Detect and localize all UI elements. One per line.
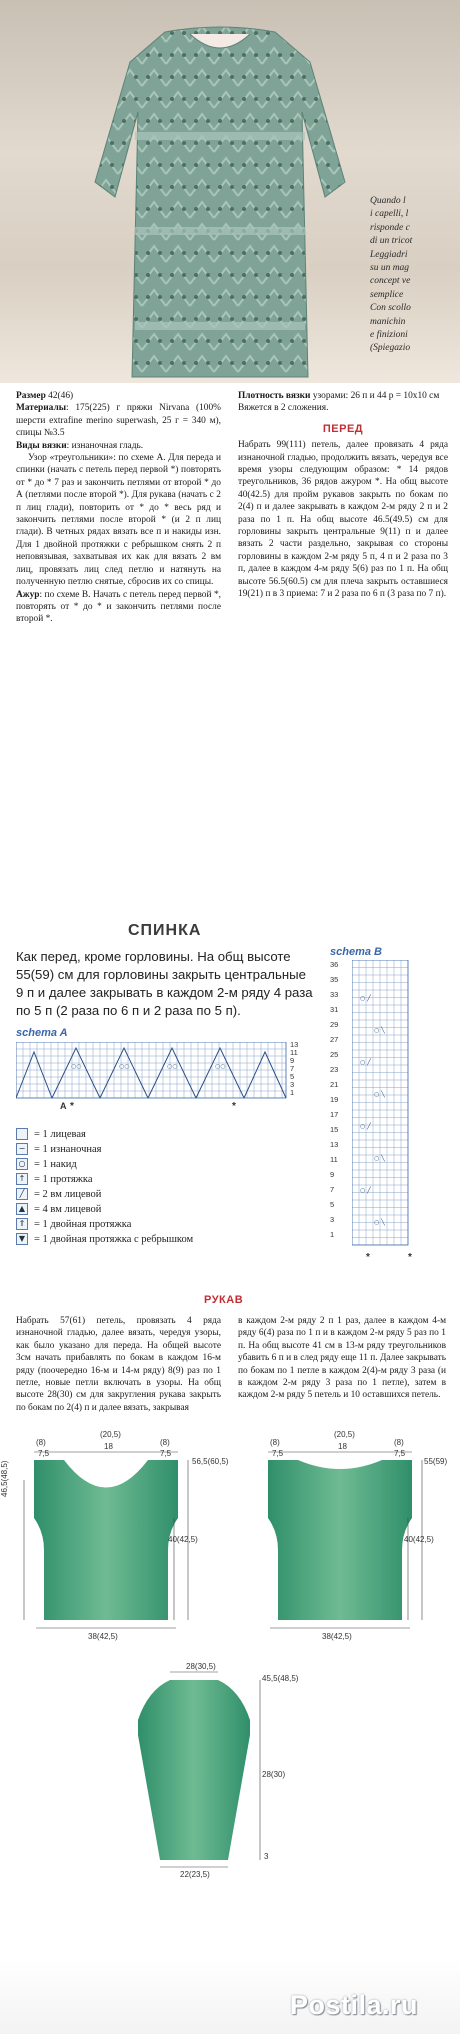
- sleeve-text-right: в каждом 2-м ряду 2 п 1 раз, далее в каждом 4-м ряду 6(4) раза по 1 п и в каждом 2-м ряду 5 раз по 1 п. На общ высоте 41 см в 13-м ряду треугольников убавить 6 п и в след ряду еще 11 п. Далее закрывать по бокам по 1 петле в каждом 2(4)-м ряду 3 раза (и в каждом 2-м ряду 3 раза по 1 петле), затем в каждом 2-м ряду 5 петель и 10 оставшихся петель.: [238, 1316, 446, 1401]
- legend-item: [16, 1203, 101, 1215]
- back-title: СПИНКА: [128, 922, 202, 939]
- row-number: 36: [330, 960, 339, 969]
- watermark-logo: Postila.ru: [290, 1990, 419, 2020]
- legend-item: [16, 1173, 93, 1185]
- caption-line: Quando l: [370, 196, 406, 206]
- back-top-dim: (20,5): [334, 1430, 355, 1439]
- svg-text:○ ╱: ○ ╱: [360, 1123, 371, 1130]
- legend-item: [16, 1218, 131, 1230]
- svg-text:○○: ○○: [119, 1063, 130, 1070]
- schema-b-marker: *: [408, 1252, 412, 1263]
- back-top-sub: 7,5: [272, 1449, 284, 1458]
- back-top-sub: 7,5: [394, 1449, 406, 1458]
- row-number: 31: [330, 1005, 339, 1014]
- caption-line: semplice: [370, 289, 404, 300]
- legend-item: [16, 1128, 86, 1140]
- blank-square-icon: [16, 1128, 28, 1140]
- row-number: 19: [330, 1095, 339, 1104]
- schema-a-marker: *: [70, 1101, 74, 1112]
- size-line: [16, 390, 221, 402]
- density-label: Плотность вязки: [238, 391, 311, 401]
- row-number: 25: [330, 1050, 339, 1059]
- svg-text:○ ╱: ○ ╱: [360, 1187, 371, 1194]
- kinds-value: : изнаночная гладь.: [66, 440, 144, 451]
- sleeve-pattern-diagram: [100, 1660, 290, 1870]
- svg-text:○ ╲: ○ ╲: [374, 1027, 385, 1034]
- materials-column: [16, 390, 221, 626]
- schema-b-row-numbers: [330, 960, 350, 1245]
- row-number: 11: [290, 1048, 298, 1057]
- front-right-dim: 56,5(60,5): [192, 1457, 229, 1466]
- minus-square-icon: −: [16, 1143, 28, 1155]
- front-top-dim: (8): [160, 1438, 170, 1447]
- legend-text: = 1 накид: [34, 1158, 77, 1170]
- row-number: 3: [290, 1080, 295, 1089]
- up-arrow-square-icon: ↑: [16, 1173, 28, 1185]
- caption-line: concept ve: [370, 276, 411, 287]
- sweater-illustration: [70, 22, 370, 382]
- caption-line: (Spiegazio: [370, 343, 411, 354]
- svg-text:○ ╲: ○ ╲: [374, 1155, 385, 1162]
- legend-text: = 1 двойная протяжка с ребрышком: [34, 1233, 194, 1245]
- row-number: 21: [330, 1080, 339, 1089]
- schema-a-label: schema A: [16, 1027, 68, 1039]
- legend-text: = 1 изнаночная: [34, 1143, 102, 1155]
- back-top-dim: (8): [394, 1438, 404, 1447]
- row-number: 33: [330, 990, 339, 999]
- triangle-square-icon: ▲: [16, 1203, 28, 1215]
- sleeve-right-top-dim: 45,5(48,5): [262, 1674, 299, 1683]
- row-number: 23: [330, 1065, 339, 1074]
- legend-text: = 2 вм лицевой: [34, 1188, 102, 1200]
- sleeve-bottom-dim: 22(23,5): [180, 1870, 210, 1879]
- caption-line: di un tricot: [370, 236, 413, 247]
- row-number: 29: [330, 1020, 339, 1029]
- sleeve-title: РУКАВ: [204, 1294, 244, 1306]
- row-number: 13: [290, 1040, 299, 1049]
- sleeve-top-dim: 28(30,5): [186, 1662, 216, 1671]
- front-text: Набрать 99(111) петель, далее провязать 4 ряда изнаночной гладью, продолжить вязать, чередуя все время узоры следующим образом: * 14 рядов треугольников, 36 рядов ажуром *. На общ высоте 40(42.5) для пройм рукавов закрыть по бокам по 2(4) п и далее закрывать в каждом 2-м ряду 2 п и 2 раза по 1 п. На общ высоте 46.5(49.5) см для горловины закрыть центральные 9(11) п и далее вязать 2 части раздельно, закрывая со стороны горловины в каждом 2-м ряду 5 п, 4 п и 2 раза по 3 п, далее в каждом 4-м ряду 5(6) раз по 1 п. На общ высоте 56.5(60.5) см для плеча закрыть оставшиеся 19(21) п в 3 приема: 7 и 2 раза по 6 п (3 раза по 7 п).: [238, 440, 448, 600]
- sleeve-right-low-dim: 3: [264, 1852, 269, 1861]
- row-number: 9: [290, 1056, 295, 1065]
- caption-line: Leggiadri: [370, 249, 408, 260]
- front-left-dim: 46,5(48,5): [0, 1460, 9, 1497]
- down-triangle-square-icon: ▼: [16, 1233, 28, 1245]
- materials-label: Материалы: [16, 403, 67, 414]
- legend-item: [16, 1158, 77, 1170]
- back-bottom-dim: 38(42,5): [322, 1632, 352, 1641]
- front-top-dim: (8): [36, 1438, 46, 1447]
- kinds-line: [16, 440, 221, 452]
- back-right-dim: 55(59): [424, 1457, 448, 1466]
- row-number: 17: [330, 1110, 339, 1119]
- front-top-sub: 18: [104, 1442, 113, 1451]
- svg-text:○○: ○○: [71, 1063, 82, 1070]
- caption-line: su un mag: [370, 263, 410, 274]
- density-value: узорами: 26 п и 44 р = 10х10 см: [310, 391, 440, 401]
- diagonal-right-square-icon: ╱: [16, 1188, 28, 1200]
- row-number: 35: [330, 975, 339, 984]
- legend-item: [16, 1143, 101, 1155]
- legend-text: = 1 двойная протяжка: [34, 1218, 132, 1230]
- front-top-sub: 7,5: [38, 1449, 50, 1458]
- schema-a-marker: A: [60, 1101, 67, 1111]
- svg-text:○ ╲: ○ ╲: [374, 1091, 385, 1098]
- schema-a-marker: *: [232, 1101, 236, 1112]
- ajur-line: [16, 589, 221, 626]
- front-mid-dim: 40(42,5): [168, 1535, 198, 1544]
- density-line: [238, 390, 448, 402]
- svg-text:○ ╲: ○ ╲: [374, 1219, 385, 1226]
- caption-line: risponde c: [370, 222, 410, 233]
- front-top-dim: (20,5): [100, 1430, 121, 1439]
- size-value: 42(46): [45, 391, 74, 401]
- schema-b-label: schema B: [330, 946, 382, 958]
- caption-line: i capelli, l: [370, 209, 409, 220]
- kinds-label: Виды вязки: [16, 440, 67, 451]
- double-arrow-square-icon: ⇑: [16, 1218, 28, 1230]
- photo-caption: [370, 195, 460, 356]
- materials-value: : 175(225) г пряжи Nirvana (100% шерсти extrafine merino superwash, 25 г = 340 м), спицы №3.5: [16, 403, 221, 439]
- caption-line: e finizioni: [370, 330, 408, 341]
- row-number: 5: [290, 1072, 295, 1081]
- schema-b-chart: [352, 960, 412, 1254]
- back-mid-dim: 40(42,5): [404, 1535, 434, 1544]
- ajur-value: : по схеме В. Начать с петель перед первой *, повторять от * до * и закончить петлями после второй *.: [16, 589, 221, 625]
- row-number: 1: [290, 1088, 295, 1097]
- row-number: 7: [290, 1064, 295, 1073]
- back-top-sub: 18: [338, 1442, 347, 1451]
- row-number: 13: [330, 1140, 339, 1149]
- front-title: ПЕРЕД: [322, 422, 364, 435]
- ajur-label: Ажур: [16, 589, 40, 600]
- back-text: Как перед, кроме горловины. На общ высоте 55(59) см для горловины закрыть центральные 9 п и далее закрывать в каждом 2-м ряду 4 раза по 5 п (2 раза по 6 п и 2 раза по 5 п).: [16, 949, 313, 1018]
- circle-square-icon: ○: [16, 1158, 28, 1170]
- row-number: 27: [330, 1035, 339, 1044]
- sweater-photo: [0, 0, 460, 383]
- row-number: 9: [330, 1170, 335, 1179]
- svg-text:○ ╱: ○ ╱: [360, 1059, 371, 1066]
- svg-text:○○: ○○: [167, 1063, 178, 1070]
- sleeve-mid-dim: 28(30): [262, 1770, 286, 1779]
- row-number: 5: [330, 1200, 335, 1209]
- materials-line: [16, 402, 221, 439]
- density-note: Вяжется в 2 сложения.: [238, 403, 329, 414]
- svg-text:○ ╱: ○ ╱: [360, 995, 371, 1002]
- front-bottom-dim: 38(42,5): [88, 1632, 118, 1641]
- caption-line: manichin: [370, 316, 406, 327]
- legend-text: = 4 вм лицевой: [34, 1203, 102, 1215]
- size-label: Размер: [16, 391, 46, 401]
- schema-b-marker: *: [366, 1252, 370, 1263]
- front-column: [238, 390, 448, 601]
- svg-text:○○: ○○: [215, 1063, 226, 1070]
- row-number: 1: [330, 1230, 335, 1239]
- caption-line: Con scollo: [370, 303, 411, 314]
- row-number: 7: [330, 1185, 335, 1194]
- front-top-sub: 7,5: [160, 1449, 172, 1458]
- row-number: 11: [330, 1155, 338, 1164]
- legend-item: [16, 1233, 193, 1245]
- schema-a-row-numbers: [290, 1040, 310, 1096]
- row-number: 15: [330, 1125, 339, 1134]
- legend-text: = 1 протяжка: [34, 1173, 93, 1185]
- legend-text: = 1 лицевая: [34, 1128, 86, 1140]
- pattern-text: Узор «треугольники»: по схеме А. Для переда и спинки (начать с петель перед первой *) повторять от * до * 7 раз и закончить петлями от второй * до А (петлями после второй *). Для рукава (начать с 2 п лиц глади), повторить от * до * весь ряд и закончить петлями после второй * (и 2 п лиц глади). В четных рядах вязать все п и накиды изн. Для 1 двойной протяжки с ребрышком снять 2 п неповязывая, захватывая их как для вязать 2 вм лиц, провязать лиц след петлю и натянуть на полученную петлю снятые, сбросив их со спицы.: [16, 453, 221, 588]
- row-number: 3: [330, 1215, 335, 1224]
- legend-item: [16, 1188, 101, 1200]
- back-top-dim: (8): [270, 1438, 280, 1447]
- sleeve-text-left: Набрать 57(61) петель, провязать 4 ряда изнаночной гладью, далее вязать, чередуя узоры, как было указано для переда. На общей высоте 3см начать прибавлять по бокам в каждом 16-м ряду (поочередно 16-м и 14-м ряду) 8(9) раз по 1 петле, новые петли включать в узоры. На общ высоте 28(30) см для закругления рукава закрыть по бокам по 2(4) п и далее вязать, закрывая: [16, 1316, 221, 1413]
